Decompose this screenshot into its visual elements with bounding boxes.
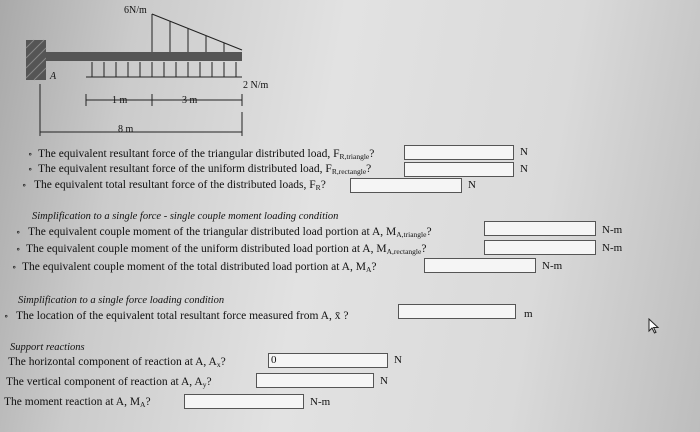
bullet: ∘	[16, 244, 21, 254]
mouse-cursor-icon	[648, 318, 660, 334]
dim-1-label: 1 m	[112, 95, 128, 106]
q7-unit: m	[524, 308, 533, 320]
q3-text: The equivalent total resultant force of the distributed loads, $F_R$?	[34, 179, 326, 192]
bullet: ∘	[28, 164, 33, 174]
q5-unit: N-m	[602, 242, 623, 254]
bullet: ∘	[12, 262, 17, 272]
beam	[46, 52, 242, 61]
q9-answer-input[interactable]	[256, 373, 374, 388]
section-single-force-couple: Simplification to a single force - single couple moment loading condition	[32, 211, 339, 222]
q9-text: The vertical component of reaction at A, $A_y$?	[6, 376, 212, 389]
q7-answer-input[interactable]	[398, 304, 516, 319]
q6-unit: N-m	[542, 260, 563, 272]
uniform-load-arrows	[92, 62, 236, 77]
bullet: ∘	[4, 311, 9, 321]
q6-answer-input[interactable]	[424, 258, 536, 273]
q4-unit: N-m	[602, 224, 623, 236]
dimension-lines	[40, 84, 242, 136]
support-label: A	[50, 71, 57, 82]
section-support-reactions: Support reactions	[10, 342, 85, 353]
q4-text: The equivalent couple moment of the triangular distributed load portion at A, $M_{A,triangle}$?	[28, 226, 432, 239]
q3-unit: N	[468, 179, 476, 191]
triangular-load-edge	[152, 14, 242, 50]
dim-2-label: 3 m	[182, 95, 198, 106]
q3-answer-input[interactable]	[350, 178, 462, 193]
q1-unit: N	[520, 146, 528, 158]
q10-answer-input[interactable]	[184, 394, 304, 409]
q4-answer-input[interactable]	[484, 221, 596, 236]
bullet: ∘	[16, 227, 21, 237]
q2-unit: N	[520, 163, 528, 175]
bullet: ∘	[28, 149, 33, 159]
q8-answer-input[interactable]: 0	[268, 353, 388, 368]
q1-answer-input[interactable]	[404, 145, 514, 160]
q8-unit: N	[394, 354, 402, 366]
q5-answer-input[interactable]	[484, 240, 596, 255]
dim-total-label: 8 m	[118, 124, 134, 135]
triangular-load-arrows	[170, 21, 224, 52]
q2-answer-input[interactable]	[404, 162, 514, 177]
q2-text: The equivalent resultant force of the uniform distributed load, $F_{R,rectangle}$?	[38, 163, 372, 176]
q1-text: The equivalent resultant force of the triangular distributed load, $F_{R,triangle}$?	[38, 148, 375, 161]
q9-unit: N	[380, 375, 388, 387]
q8-text: The horizontal component of reaction at A, $A_x$?	[8, 356, 226, 369]
bullet: ∘	[22, 180, 27, 190]
q5-text: The equivalent couple moment of the uniform distributed load portion at A, $M_{A,rectangle}$?	[26, 243, 427, 256]
q6-text: The equivalent couple moment of the total distributed load portion at A, $M_A$?	[22, 261, 377, 274]
load-top-label: 6N/m	[124, 5, 147, 16]
load-end-label: 2 N/m	[243, 80, 269, 91]
q7-text: The location of the equivalent total resultant force measured from A, x̄ ?	[16, 310, 349, 322]
q10-unit: N-m	[310, 396, 331, 408]
wall-support	[26, 40, 46, 80]
q10-text: The moment reaction at A, $M_A$?	[4, 396, 151, 409]
section-single-force: Simplification to a single force loading condition	[18, 295, 225, 306]
